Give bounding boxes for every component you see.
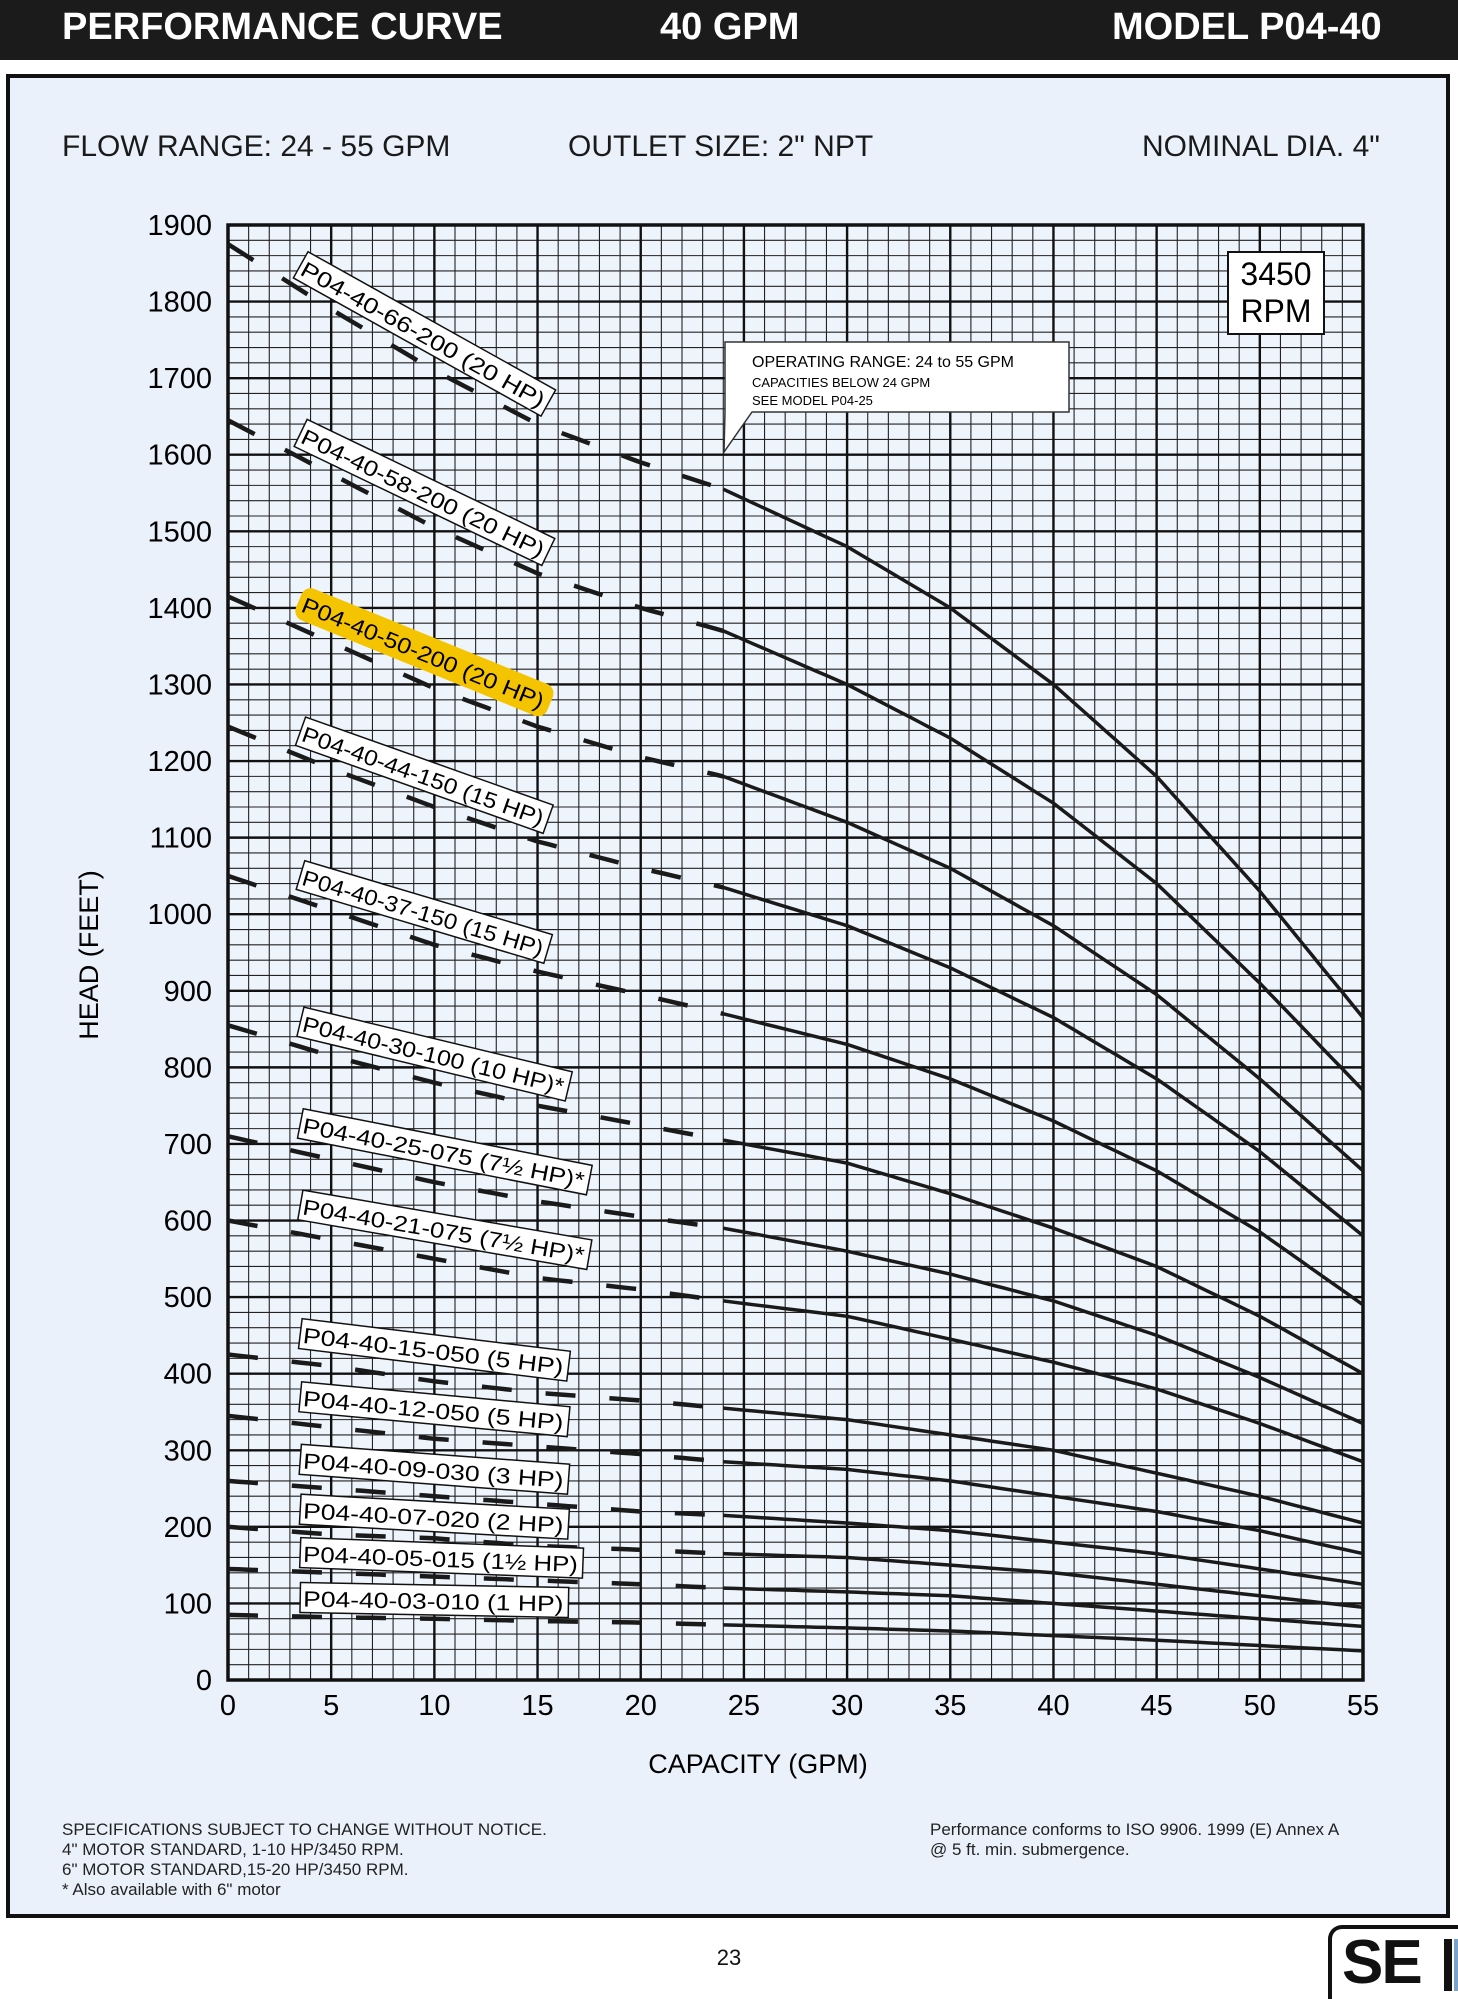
x-tick-label: 25: [727, 1690, 761, 1722]
x-tick-label: 40: [1037, 1690, 1070, 1722]
logo-bar-accent: [1454, 1939, 1458, 1991]
y-tick-label: 1500: [147, 516, 212, 549]
rpm-value: 3450: [1240, 256, 1312, 292]
rpm-unit: RPM: [1240, 293, 1312, 329]
page-number: 23: [716, 1945, 742, 1970]
footer-note-3: 6" MOTOR STANDARD,15-20 HP/3450 RPM.: [62, 1860, 409, 1879]
logo-bar: [1444, 1939, 1452, 1991]
series-label-text: P04-40-30-100 (10 HP)*: [300, 1011, 537, 1092]
y-axis-label: HEAD (FEET): [74, 870, 104, 1040]
series-label-text: P04-40-44-150 (15 HP): [298, 721, 523, 822]
x-tick-label: 5: [323, 1690, 340, 1722]
y-tick-label: 1300: [147, 669, 212, 702]
footer-note-2: 4" MOTOR STANDARD, 1-10 HP/3450 RPM.: [62, 1840, 404, 1859]
x-axis-label: CAPACITY (GPM): [648, 1749, 868, 1779]
y-tick-label: 1900: [147, 210, 212, 242]
y-tick-label: 500: [163, 1282, 212, 1315]
x-tick-label: 50: [1243, 1690, 1276, 1722]
callout-line-3: SEE MODEL P04-25: [752, 393, 873, 408]
y-tick-label: 1200: [147, 746, 212, 779]
rpm-box: [1228, 252, 1324, 334]
footer-note-1: SPECIFICATIONS SUBJECT TO CHANGE WITHOUT NOTICE.: [62, 1820, 547, 1839]
x-tick-label: 10: [418, 1690, 451, 1722]
footer-note-4: * Also available with 6" motor: [62, 1880, 281, 1899]
y-tick-label: 100: [163, 1588, 212, 1621]
series-label-text: P04-40-07-020 (2 HP): [302, 1498, 520, 1536]
header-model: MODEL P04-40: [1112, 6, 1382, 48]
x-tick-label: 45: [1140, 1690, 1173, 1722]
footer-iso-1: Performance conforms to ISO 9906. 1999 (E) Annex A: [930, 1820, 1340, 1839]
y-tick-label: 1000: [147, 899, 212, 932]
y-tick-label: 300: [163, 1435, 212, 1468]
y-tick-label: 1700: [147, 363, 212, 396]
y-tick-label: 1800: [147, 286, 212, 319]
x-tick-label: 0: [219, 1690, 237, 1722]
callout-line-2: CAPACITIES BELOW 24 GPM: [752, 375, 931, 390]
series-label-text: P04-40-03-010 (1 HP): [302, 1586, 520, 1616]
outlet-size-label: OUTLET SIZE: 2" NPT: [568, 130, 874, 163]
flow-range-label: FLOW RANGE: 24 - 55 GPM: [62, 130, 451, 163]
y-tick-label: 1400: [147, 592, 212, 625]
x-tick-label: 15: [521, 1690, 554, 1722]
header-title: PERFORMANCE CURVE: [62, 6, 503, 48]
series-label-text: P04-40-50-200 (20 HP): [298, 592, 520, 703]
y-tick-label: 200: [163, 1511, 212, 1544]
y-tick-label: 900: [163, 975, 212, 1008]
series-label-text: P04-40-12-050 (5 HP): [301, 1386, 520, 1432]
series-label-text: P04-40-66-200 (20 HP): [296, 256, 509, 390]
y-tick-label: 1600: [147, 439, 212, 472]
y-tick-label: 0: [195, 1665, 212, 1697]
nominal-dia-label: NOMINAL DIA. 4": [1142, 130, 1380, 163]
y-tick-label: 400: [163, 1358, 212, 1391]
y-tick-label: 600: [163, 1205, 212, 1238]
y-tick-label: 800: [163, 1052, 212, 1085]
y-tick-label: 1100: [149, 822, 212, 855]
footer-iso-2: @ 5 ft. min. submergence.: [930, 1840, 1130, 1859]
series-label-text: P04-40-09-030 (3 HP): [302, 1448, 520, 1490]
sei-logo: [1328, 1925, 1458, 1999]
header-flow: 40 GPM: [660, 6, 800, 48]
series-label-text: P04-40-21-075 (7½ HP)*: [300, 1194, 546, 1261]
series-label-text: P04-40-05-015 (1½ HP): [302, 1541, 539, 1576]
x-tick-label: 30: [830, 1690, 864, 1722]
x-tick-label: 35: [934, 1690, 967, 1722]
y-tick-label: 700: [163, 1128, 212, 1161]
callout-line-1: OPERATING RANGE: 24 to 55 GPM: [752, 354, 1014, 371]
x-tick-label: 55: [1346, 1690, 1380, 1722]
x-tick-label: 20: [624, 1690, 657, 1722]
series-label-text: P04-40-58-200 (20 HP): [297, 424, 515, 546]
series-label-text: P04-40-25-075 (7½ HP)*: [300, 1113, 545, 1185]
logo-text: SE: [1342, 1928, 1421, 1997]
series-label: [300, 1583, 569, 1618]
series-label-text: P04-40-15-050 (5 HP): [301, 1323, 520, 1374]
series-label-text: P04-40-37-150 (15 HP): [299, 865, 526, 955]
